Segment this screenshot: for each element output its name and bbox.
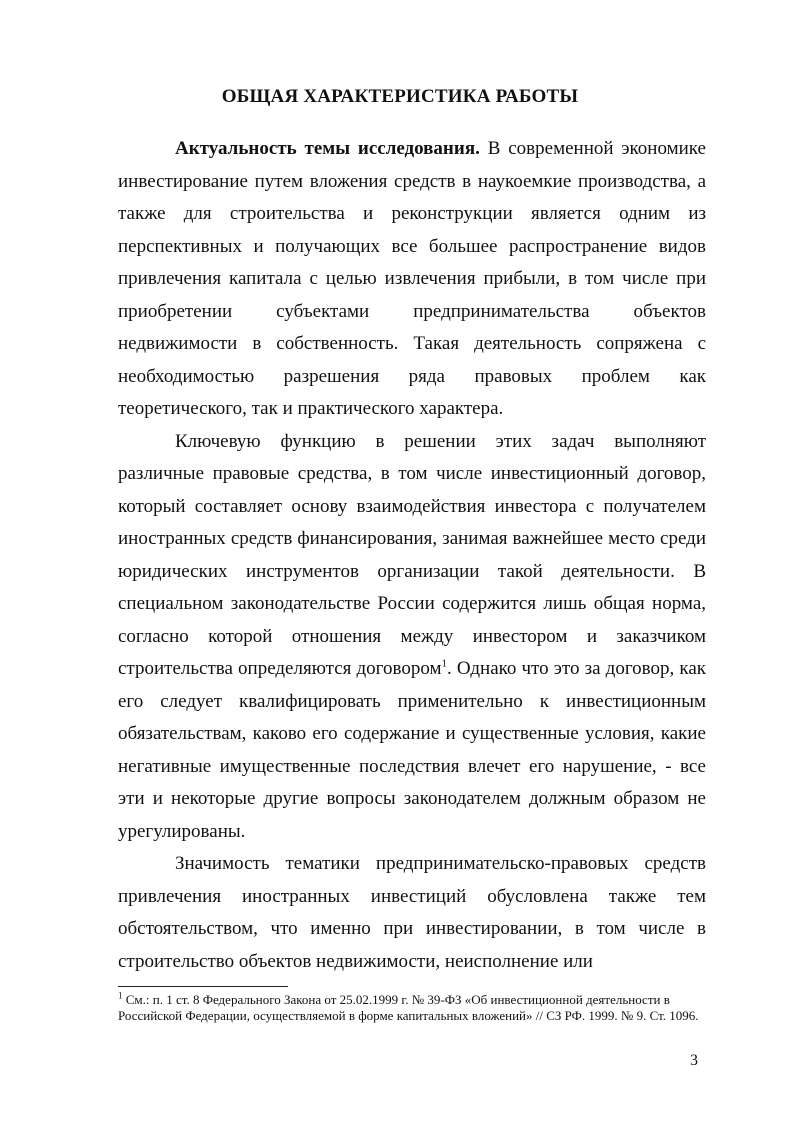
body-text bbox=[118, 133, 706, 978]
footnote-reference[interactable]: 1 bbox=[441, 657, 447, 670]
paragraph-text: В современной экономике инвестирование путем вложения средств в наукоемкие производства, а также для строительства и реконструкции является одним из перспективных и получающих все большее распространение видов привлечения капитала с целью извлечения прибыли, в том числе при приобретении субъектами предпринимательства объектов недвижимости в собственность. Такая деятельность сопряжена с необходимостью разрешения ряда правовых проблем как теоретического, так и практического характера. bbox=[118, 138, 706, 419]
paragraph-text: Ключевую функцию в решении этих задач выполняют различные правовые средства, в том числе инвестиционный договор, который составляет основу взаимодействия инвестора с получателем иностранных средств финансирования, занимая важнейшее место среди юридических инструментов организации такой деятельности. В специальном законодательстве России содержится лишь общая норма, согласно которой отношения между инвестором и заказчиком строительства определяются договором bbox=[118, 430, 706, 679]
paragraph-key-function bbox=[118, 426, 706, 849]
footnote-text: См.: п. 1 ст. 8 Федерального Закона от 25.02.1999 г. № 39-ФЗ «Об инвестиционной деятельности в Российской Федерации, осуществляемой в форме капитальных вложений» // СЗ РФ. 1999. № 9. Ст. 1096. bbox=[118, 992, 699, 1023]
footnote bbox=[118, 992, 706, 1024]
paragraph-significance bbox=[118, 848, 706, 978]
footnote-separator bbox=[118, 986, 288, 987]
paragraph-text: Значимость тематики предпринимательско-правовых средств привлечения иностранных инвестиций обусловлена также тем обстоятельством, что именно при инвестировании, в том числе в строительство объектов недвижимости, неисполнение или bbox=[118, 853, 706, 972]
section-heading: ОБЩАЯ ХАРАКТЕРИСТИКА РАБОТЫ bbox=[221, 86, 579, 107]
paragraph-relevance bbox=[118, 133, 706, 426]
paragraph-text: . Однако что это за договор, как его следует квалифицировать применительно к инвестиционным обязательствам, каково его содержание и существенные условия, какие негативные имущественные последствия влечет его нарушение, - все эти и некоторые другие вопросы законодателем должным образом не урегулированы. bbox=[118, 658, 706, 842]
page-number: 3 bbox=[690, 1052, 698, 1069]
paragraph-lead-bold: Актуальность темы исследования. bbox=[175, 138, 480, 159]
footnote-marker: 1 bbox=[118, 990, 123, 1001]
